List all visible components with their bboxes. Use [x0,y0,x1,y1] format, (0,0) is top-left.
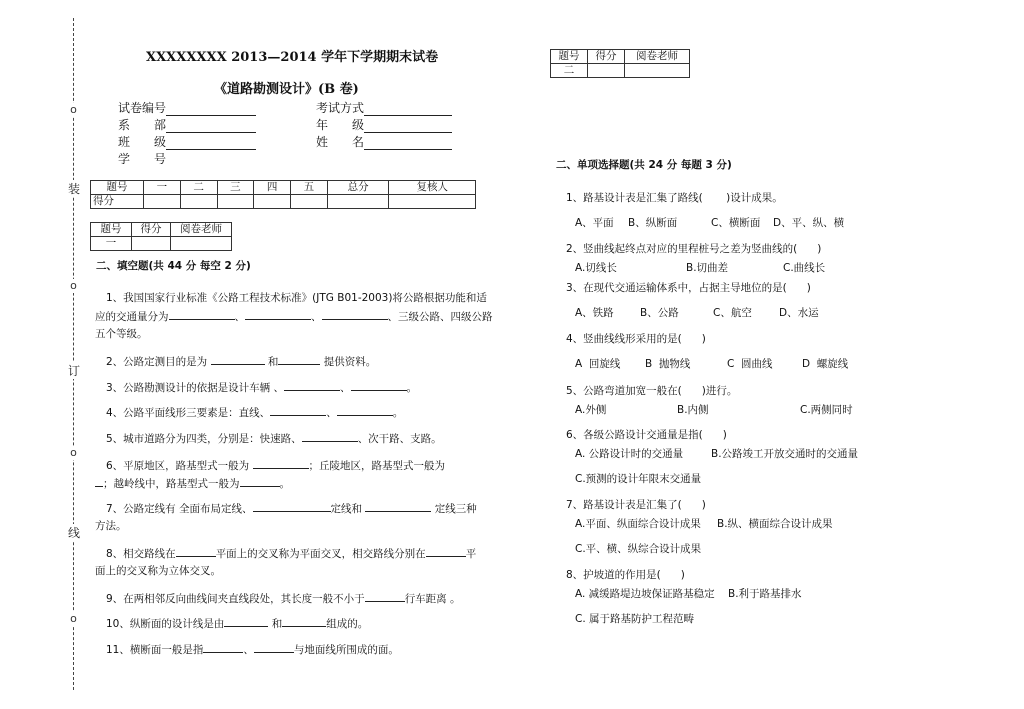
q10-text: 组成的。 [326,618,369,630]
mc-q3-option[interactable]: C、航空 [713,307,752,319]
q1-blank[interactable] [245,308,311,320]
mc-q3-option[interactable]: D、水运 [779,307,819,319]
dept-field [118,116,256,133]
q7-text: 7、公路定线有 全面布局定线、 [106,503,253,515]
mc-q4-option[interactable]: D 螺旋线 [802,358,849,370]
q1-text: 应的交通量分为 [95,311,169,323]
grader-header-cell: 题号 [91,223,132,237]
score-header-cell: 题号 [91,181,144,195]
q7-line1 [106,500,477,516]
q7-line2: 方法。 [95,520,127,532]
class-field [118,133,256,150]
q1-line3: 五个等级。 [95,328,148,340]
q2-line [106,353,376,369]
mc-q2-stem: 2、竖曲线起终点对应的里程桩号之差为竖曲线的( ) [566,243,822,255]
binding-dashed-line [73,18,74,690]
section2-title: 二、单项选择题(共 24 分 每题 3 分) [556,159,732,171]
grader-header-cell: 得分 [588,50,625,64]
q5-line [106,430,442,446]
q8-text: 平面上的交叉称为平面交叉，相交路线分别在 [215,548,426,560]
q1-blank[interactable] [322,308,388,320]
mc-q5-stem: 5、公路弯道加宽一般在( )进行。 [566,385,738,397]
q11-text: 11、横断面一般是指 [106,644,204,656]
q6-blank[interactable] [240,475,280,487]
dept-label-b: 部 [154,118,167,132]
score-header-cell: 五 [291,181,328,195]
grader-table-section2 [550,49,690,78]
q11-blank[interactable] [254,641,294,653]
mc-q7-stem: 7、路基设计表是汇集了( ) [566,499,706,511]
q11-text: 与地面线所围成的面。 [293,644,399,656]
name-label-a: 姓 [316,135,329,149]
q6-line1 [106,457,445,473]
score-header-cell: 总分 [327,181,389,195]
exam-mode-field [316,99,452,116]
score-row-label: 得分 [91,195,144,209]
grader-header-cell: 阅卷老师 [625,50,690,64]
q7-blank[interactable] [365,500,431,512]
exam-mode-label: 考试方式 [316,101,365,115]
q3-blank[interactable] [284,379,340,391]
mc-q8-option[interactable]: A. 减缓路堤边坡保证路基稳定 [575,588,715,600]
q2-text: 2、公路定测目的是为 [106,356,211,368]
q8-line1 [106,545,476,561]
q4-text: 、 [326,407,337,419]
mc-q2-option[interactable]: A.切线长 [575,262,617,274]
mc-q6-option[interactable]: A. 公路设计时的交通量 [575,448,684,460]
grader-signature-cell[interactable] [625,64,690,78]
mc-q6-option[interactable]: B.公路竣工开放交通时的交通量 [711,448,859,460]
q3-text: 3、公路勘测设计的依据是设计车辆 、 [106,382,285,394]
mc-q4-option[interactable]: C 圆曲线 [727,358,773,370]
grader-table-section1 [90,222,232,251]
score-table-score-row [91,195,476,209]
mc-q4-option[interactable]: A 回旋线 [575,358,621,370]
mc-q8-option[interactable]: B.利于路基排水 [728,588,802,600]
q11-blank[interactable] [203,641,243,653]
q2-text: 提供资料。 [320,356,377,368]
q4-text: 。 [392,407,404,419]
score-table-header-row [91,181,476,195]
grader-section-number: 二 [551,64,588,78]
exam-mode-blank[interactable] [364,103,452,116]
mc-q1-option[interactable]: C、横断面 [711,217,761,229]
grader-header-cell: 题号 [551,50,588,64]
mc-q5-option[interactable]: C.两侧同时 [800,404,853,416]
q9-text: 9、在两相邻反向曲线间夹直线段处，其长度一般不小于 [106,593,365,605]
paper-no-field [118,99,256,116]
q1-sep: 、 [234,311,245,323]
grade-field [316,116,452,133]
q3-text: 。 [406,382,418,394]
q8-blank[interactable] [426,545,466,557]
sid-label-b: 号 [154,152,167,166]
dept-label-a: 系 [118,118,131,132]
student-id-field [118,150,166,167]
grader-section-number: 一 [91,237,132,251]
score-cell[interactable] [254,195,291,209]
q10-blank[interactable] [224,615,268,627]
mc-q7-option[interactable]: B.纵、横面综合设计成果 [717,518,833,530]
course-title: 《道路勘测设计》(B 卷) [214,82,359,97]
mc-q1-option[interactable]: D、平、纵、横 [773,217,845,229]
q1-blank[interactable] [169,308,235,320]
score-header-cell: 四 [254,181,291,195]
q4-line [106,404,403,420]
grade-label-a: 年 [316,118,329,132]
q11-line [106,641,399,657]
dept-blank[interactable] [166,120,256,133]
q6-text: 6、平原地区，路基型式一般为 [106,460,253,472]
q6-blank[interactable] [253,457,309,469]
binding-hole-marker: o [68,103,79,117]
q5-text: 5、城市道路分为四类，分别是：快速路、 [106,433,302,445]
q8-blank[interactable] [176,545,216,557]
q6-line2 [95,475,290,491]
q2-blank[interactable] [211,353,265,365]
q6-text: ；越岭线中，路基型式一般为 [103,478,240,490]
mc-q6-option[interactable]: C.预测的设计年限末交通量 [575,473,702,485]
q6-text: ；丘陵地区，路基型式一般为 [308,460,446,472]
score-cell[interactable] [144,195,181,209]
exam-title: XXXXXXXX 2013—2014 学年下学期期末试卷 [146,50,439,65]
mc-q3-stem: 3、在现代交通运输体系中，占据主导地位的是( ) [566,282,811,294]
q1-line2 [95,308,493,324]
name-field [316,133,452,150]
class-label-a: 班 [118,135,131,149]
mc-q4-option[interactable]: B 抛物线 [645,358,691,370]
mc-q3-option[interactable]: A、铁路 [575,307,614,319]
score-cell[interactable] [327,195,389,209]
grade-blank[interactable] [364,120,452,133]
mc-q1-stem: 1、路基设计表是汇集了路线( )设计成果。 [566,192,783,204]
q9-text: 行车距离 。 [404,593,461,605]
mc-q5-option[interactable]: B.内侧 [677,404,709,416]
q4-blank[interactable] [337,404,393,416]
mc-q7-option[interactable]: A.平面、纵面综合设计成果 [575,518,701,530]
score-header-cell: 复核人 [389,181,476,195]
name-label-b: 名 [352,135,365,149]
grader-header-cell: 阅卷老师 [171,223,232,237]
mc-q1-option[interactable]: A、平面 [575,217,614,229]
q10-blank[interactable] [282,615,326,627]
class-label-b: 级 [154,135,167,149]
binding-char-ding: 订 [67,364,80,378]
q9-blank[interactable] [365,590,405,602]
q10-text: 10、纵断面的设计线是由 [106,618,225,630]
q4-blank[interactable] [270,404,326,416]
q1-sep: 、 [311,311,322,323]
grader-score-cell[interactable] [132,237,171,251]
q11-text: 、 [243,644,254,656]
score-header-cell: 一 [144,181,181,195]
score-table [90,180,476,209]
q10-text: 和 [268,618,283,630]
q6-text: 。 [279,478,290,490]
q8-text: 8、相交路线在 [106,548,176,560]
q5-blank[interactable] [302,430,358,442]
score-cell[interactable] [180,195,217,209]
paper-no-label: 试卷编号 [118,101,167,115]
grader-header-cell: 得分 [132,223,171,237]
score-cell[interactable] [389,195,476,209]
q5-text: 、次干路、支路。 [357,433,442,445]
q10-line [106,615,368,631]
mc-q6-stem: 6、各级公路设计交通量是指( ) [566,429,727,441]
q6-blank[interactable] [95,475,103,487]
paper-no-blank[interactable] [166,103,256,116]
mc-q8-stem: 8、护坡道的作用是( ) [566,569,685,581]
q3-text: 、 [340,382,351,394]
q9-line [106,590,461,606]
q7-text: 定线三种 [431,503,477,515]
q8-line2: 面上的交叉称为立体交叉。 [95,565,221,577]
mc-q3-option[interactable]: B、公路 [640,307,679,319]
mc-q8-option[interactable]: C. 属于路基防护工程范畴 [575,613,695,625]
grader-score-cell[interactable] [588,64,625,78]
mc-q1-option[interactable]: B、纵断面 [628,217,678,229]
score-header-cell: 二 [180,181,217,195]
binding-hole-marker: o [68,446,79,460]
name-blank[interactable] [364,137,452,150]
binding-hole-marker: o [68,612,79,626]
grade-label-b: 级 [352,118,365,132]
mc-q4-stem: 4、竖曲线线形采用的是( ) [566,333,706,345]
q8-text: 平 [465,548,477,560]
score-cell[interactable] [217,195,254,209]
q1-text: 、三级公路、四级公路 [387,311,493,323]
mc-q7-option[interactable]: C.平、横、纵综合设计成果 [575,543,702,555]
q1-line1: 1、我国国家行业标准《公路工程技术标准》(JTG B01-2003)将公路根据功能和适 [106,292,487,304]
binding-hole-marker: o [68,279,79,293]
binding-char-zhuang: 装 [67,182,80,196]
q4-text: 4、公路平面线形三要素是：直线、 [106,407,271,419]
section1-title: 二、填空题(共 44 分 每空 2 分) [96,260,251,272]
q2-blank[interactable] [278,353,320,365]
q3-blank[interactable] [351,379,407,391]
q2-text: 和 [264,356,279,368]
q3-line [106,379,417,395]
binding-char-xian: 线 [67,526,80,540]
mc-q2-option[interactable]: B.切曲差 [686,262,729,274]
score-header-cell: 三 [217,181,254,195]
class-blank[interactable] [166,137,256,150]
q7-text: 定线和 [330,503,366,515]
q7-blank[interactable] [253,500,331,512]
mc-q5-option[interactable]: A.外侧 [575,404,607,416]
grader-signature-cell[interactable] [171,237,232,251]
sid-label-a: 学 [118,152,131,166]
score-cell[interactable] [291,195,328,209]
mc-q2-option[interactable]: C.曲线长 [783,262,826,274]
